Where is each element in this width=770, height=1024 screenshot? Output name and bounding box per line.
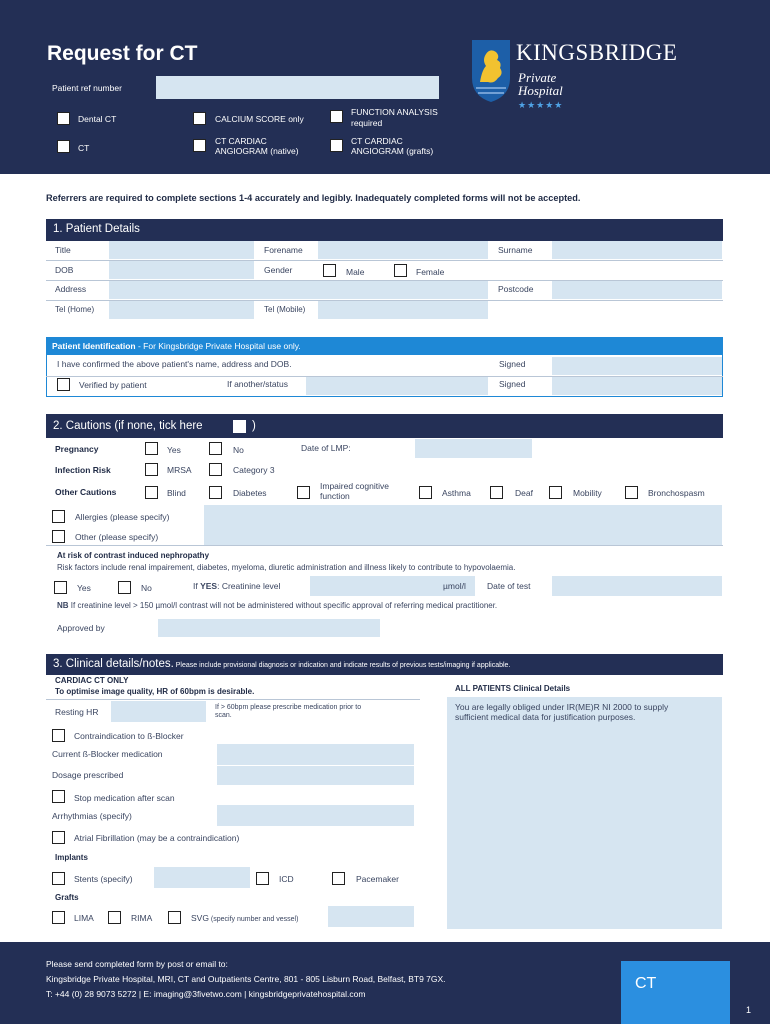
signed2-label: Signed xyxy=(499,379,526,389)
forename-input[interactable] xyxy=(318,241,488,259)
title-label: Title xyxy=(55,245,71,255)
pregnancy-label: Pregnancy xyxy=(55,444,99,454)
no-cautions-checkbox[interactable] xyxy=(233,420,246,433)
date-test-label: Date of test xyxy=(487,581,531,591)
dosage-input[interactable] xyxy=(217,766,414,785)
nb-bold: NB xyxy=(57,601,69,610)
stents-input[interactable] xyxy=(154,867,250,888)
pregnancy-no-checkbox[interactable] xyxy=(209,442,222,455)
section2-title: 2. Cautions (if none, tick here xyxy=(53,420,203,432)
risk-no-checkbox[interactable] xyxy=(118,581,131,594)
nb-text xyxy=(57,601,497,610)
bronchospasm-label: Bronchospasm xyxy=(648,488,705,498)
section3-note: Please include provisional diagnosis or indication and indicate results of previous tests/imaging if applicable. xyxy=(173,662,511,669)
approved-by-input[interactable] xyxy=(158,619,380,637)
lima-checkbox[interactable] xyxy=(52,911,65,924)
section2-title-end: ) xyxy=(252,420,256,432)
all-patients-label: ALL PATIENTS Clinical Details xyxy=(455,684,571,693)
atrial-checkbox[interactable] xyxy=(52,831,65,844)
grafts-label: Grafts xyxy=(55,893,79,902)
mrsa-checkbox[interactable] xyxy=(145,463,158,476)
bronchospasm-checkbox[interactable] xyxy=(625,486,638,499)
dental-ct-label: Dental CT xyxy=(78,114,117,124)
patient-ref-label: Patient ref number xyxy=(52,83,122,93)
pregnancy-yes-checkbox[interactable] xyxy=(145,442,158,455)
forename-label: Forename xyxy=(264,245,303,255)
signed2-input[interactable] xyxy=(552,377,722,395)
section3-header xyxy=(46,654,723,675)
function-analysis-label-1: FUNCTION ANALYSIS xyxy=(351,107,438,117)
footer-line-3: T: +44 (0) 28 9073 5272 | E: imaging@3fivetwo.com | kingsbridgeprivatehospital.com xyxy=(46,989,366,999)
cardiac-native-label-1: CT CARDIAC xyxy=(215,136,267,146)
pregnancy-no-label: No xyxy=(233,445,244,455)
pacemaker-label: Pacemaker xyxy=(356,874,399,884)
cardiac-grafts-checkbox[interactable] xyxy=(330,139,343,152)
logo-sub-1: Private xyxy=(518,70,557,85)
current-med-input[interactable] xyxy=(217,744,414,765)
arrhythmias-label: Arrhythmias (specify) xyxy=(52,811,132,821)
resting-hr-label: Resting HR xyxy=(55,707,99,717)
svg-text: SVG xyxy=(191,913,209,923)
section3-title: 3. Clinical details/notes. xyxy=(53,658,174,670)
icd-label: ICD xyxy=(279,874,294,884)
patient-id-bar xyxy=(46,337,723,355)
page-title: Request for CT xyxy=(47,42,198,65)
female-checkbox[interactable] xyxy=(394,264,407,277)
asthma-checkbox[interactable] xyxy=(419,486,432,499)
allergies-other-input[interactable] xyxy=(204,505,722,545)
postcode-label: Postcode xyxy=(498,284,534,294)
if-yes-bold: YES xyxy=(200,581,218,591)
verified-label: Verified by patient xyxy=(79,380,147,390)
if-label: If xyxy=(193,581,201,591)
lima-label: LIMA xyxy=(74,913,94,923)
postcode-input[interactable] xyxy=(552,281,722,299)
tel-home-label: Tel (Home) xyxy=(55,305,95,314)
signed-label: Signed xyxy=(499,359,526,369)
creatinine-text: : Creatinine level xyxy=(217,581,281,591)
cardiac-grafts-label-1: CT CARDIAC xyxy=(351,136,403,146)
svg-checkbox[interactable] xyxy=(168,911,181,924)
ct-label: CT xyxy=(78,143,90,153)
section2-header xyxy=(46,414,723,438)
arrhythmias-input[interactable] xyxy=(217,805,414,826)
male-label: Male xyxy=(346,267,365,277)
section1-header xyxy=(46,219,723,241)
mrsa-label: MRSA xyxy=(167,465,192,475)
cardiac-native-label-2: ANGIOGRAM (native) xyxy=(215,146,299,156)
resting-hr-input[interactable] xyxy=(111,701,206,722)
intro-text: Referrers are required to complete sections 1-4 accurately and legibly. Inadequately completed forms will not be accepted. xyxy=(46,193,581,203)
stents-label: Stents (specify) xyxy=(74,874,133,884)
if-another-label: If another/status xyxy=(227,379,288,389)
optimise-label: To optimise image quality, HR of 60bpm is desirable. xyxy=(55,687,255,696)
patient-id-title: Patient Identification xyxy=(52,341,136,351)
other-label: Other (please specify) xyxy=(75,532,159,542)
contraindication-label: Contraindication to ß-Blocker xyxy=(74,731,184,741)
rima-label: RIMA xyxy=(131,913,153,923)
diabetes-checkbox[interactable] xyxy=(209,486,222,499)
contraindication-checkbox[interactable] xyxy=(52,729,65,742)
legal-text-2: sufficient medical data for justification purposes. xyxy=(455,712,636,722)
logo-stars: ★★★★★ xyxy=(518,100,564,110)
risk-yes-label: Yes xyxy=(77,583,91,593)
logo-sub-2: Hospital xyxy=(518,83,563,98)
mobility-checkbox[interactable] xyxy=(549,486,562,499)
section1-title: 1. Patient Details xyxy=(53,223,140,235)
tel-mobile-label: Tel (Mobile) xyxy=(264,305,306,314)
deaf-checkbox[interactable] xyxy=(490,486,503,499)
ct-badge-text: CT xyxy=(635,975,657,992)
ct-checkbox[interactable] xyxy=(57,140,70,153)
risk-text: Risk factors include renal impairement, diabetes, myeloma, diuretic administration and illness likely to contribute to hypovolaemia. xyxy=(57,563,516,572)
creatinine-label xyxy=(193,582,280,592)
footer-line-1: Please send completed form by post or email to: xyxy=(46,959,228,969)
tel-home-input[interactable] xyxy=(109,301,254,319)
function-analysis-checkbox[interactable] xyxy=(330,110,343,123)
tel-mobile-input[interactable] xyxy=(318,301,488,319)
svg-input[interactable] xyxy=(328,906,414,927)
stop-med-label: Stop medication after scan xyxy=(74,793,175,803)
pacemaker-checkbox[interactable] xyxy=(332,872,345,885)
if-another-input[interactable] xyxy=(306,377,488,395)
calcium-score-label: CALCIUM SCORE only xyxy=(215,114,304,124)
icd-checkbox[interactable] xyxy=(256,872,269,885)
mobility-label: Mobility xyxy=(573,488,602,498)
legal-text-1: You are legally obliged under IR(ME)R NI 2000 to supply xyxy=(455,702,669,712)
allergies-checkbox[interactable] xyxy=(52,510,65,523)
svg-label xyxy=(191,914,298,924)
gender-label: Gender xyxy=(264,265,293,275)
risk-title: At risk of contrast induced nephropathy xyxy=(57,551,210,560)
title-input[interactable] xyxy=(109,241,254,259)
implants-label: Implants xyxy=(55,853,88,862)
impaired-label-1: Impaired cognitive xyxy=(320,481,389,491)
impaired-checkbox[interactable] xyxy=(297,486,310,499)
dosage-label: Dosage prescribed xyxy=(52,770,124,780)
lion-shield-icon xyxy=(470,38,512,104)
calcium-score-checkbox[interactable] xyxy=(193,112,206,125)
approved-by-label: Approved by xyxy=(57,623,105,633)
surname-input[interactable] xyxy=(552,241,722,259)
page-number: 1 xyxy=(746,1005,752,1015)
diabetes-label: Diabetes xyxy=(233,488,267,498)
svg-note: (specify number and vessel) xyxy=(208,916,299,923)
umol-label: µmol/l xyxy=(443,581,466,591)
hr-note-2: scan. xyxy=(215,712,232,719)
patient-id-note: - For Kingsbridge Private Hospital use only. xyxy=(135,341,301,351)
cardiac-grafts-label-2: ANGIOGRAM (grafts) xyxy=(351,146,434,156)
surname-label: Surname xyxy=(498,245,533,255)
hospital-logo xyxy=(470,38,730,118)
clinical-details-input[interactable] xyxy=(447,697,722,929)
category3-label: Category 3 xyxy=(233,465,275,475)
footer-line-2: Kingsbridge Private Hospital, MRI, CT and Outpatients Centre, 801 - 805 Lisburn Road, Belfast, BT9 7GX. xyxy=(46,974,446,984)
logo-name: KINGSBRIDGE xyxy=(516,40,678,65)
date-lmp-label: Date of LMP: xyxy=(301,443,351,453)
hr-note-1: If > 60bpm please prescribe medication prior to xyxy=(215,704,362,711)
male-checkbox[interactable] xyxy=(323,264,336,277)
deaf-label: Deaf xyxy=(515,488,533,498)
infection-risk-label: Infection Risk xyxy=(55,465,111,475)
rima-checkbox[interactable] xyxy=(108,911,121,924)
risk-yes-checkbox[interactable] xyxy=(54,581,67,594)
allergies-label: Allergies (please specify) xyxy=(75,512,170,522)
cardiac-native-checkbox[interactable] xyxy=(193,139,206,152)
female-label: Female xyxy=(416,267,445,277)
confirmed-label: I have confirmed the above patient's name, address and DOB. xyxy=(57,359,292,369)
other-checkbox[interactable] xyxy=(52,530,65,543)
risk-no-label: No xyxy=(141,583,152,593)
category3-checkbox[interactable] xyxy=(209,463,222,476)
asthma-label: Asthma xyxy=(442,488,471,498)
date-lmp-input[interactable] xyxy=(415,439,532,458)
stop-med-checkbox[interactable] xyxy=(52,790,65,803)
stents-checkbox[interactable] xyxy=(52,872,65,885)
dental-ct-checkbox[interactable] xyxy=(57,112,70,125)
date-test-input[interactable] xyxy=(552,576,722,596)
impaired-label-2: function xyxy=(320,491,350,501)
patient-ref-input[interactable] xyxy=(156,76,439,99)
cardiac-only-label: CARDIAC CT ONLY xyxy=(55,676,129,685)
blind-label: Blind xyxy=(167,488,186,498)
signed-input[interactable] xyxy=(552,357,722,375)
address-label: Address xyxy=(55,284,87,294)
verified-checkbox[interactable] xyxy=(57,378,70,391)
nb-body: If creatinine level > 150 µmol/l contrast will not be administered without specific approval of referring medical practitioner. xyxy=(68,601,498,610)
other-cautions-label: Other Cautions xyxy=(55,487,117,497)
blind-checkbox[interactable] xyxy=(145,486,158,499)
dob-label: DOB xyxy=(55,265,74,275)
current-med-label: Current ß-Blocker medication xyxy=(52,749,163,759)
address-input[interactable] xyxy=(109,281,488,299)
function-analysis-label-2: required xyxy=(351,118,383,128)
atrial-label: Atrial Fibrillation (may be a contraindication) xyxy=(74,833,240,843)
pregnancy-yes-label: Yes xyxy=(167,445,181,455)
dob-input[interactable] xyxy=(109,261,254,279)
